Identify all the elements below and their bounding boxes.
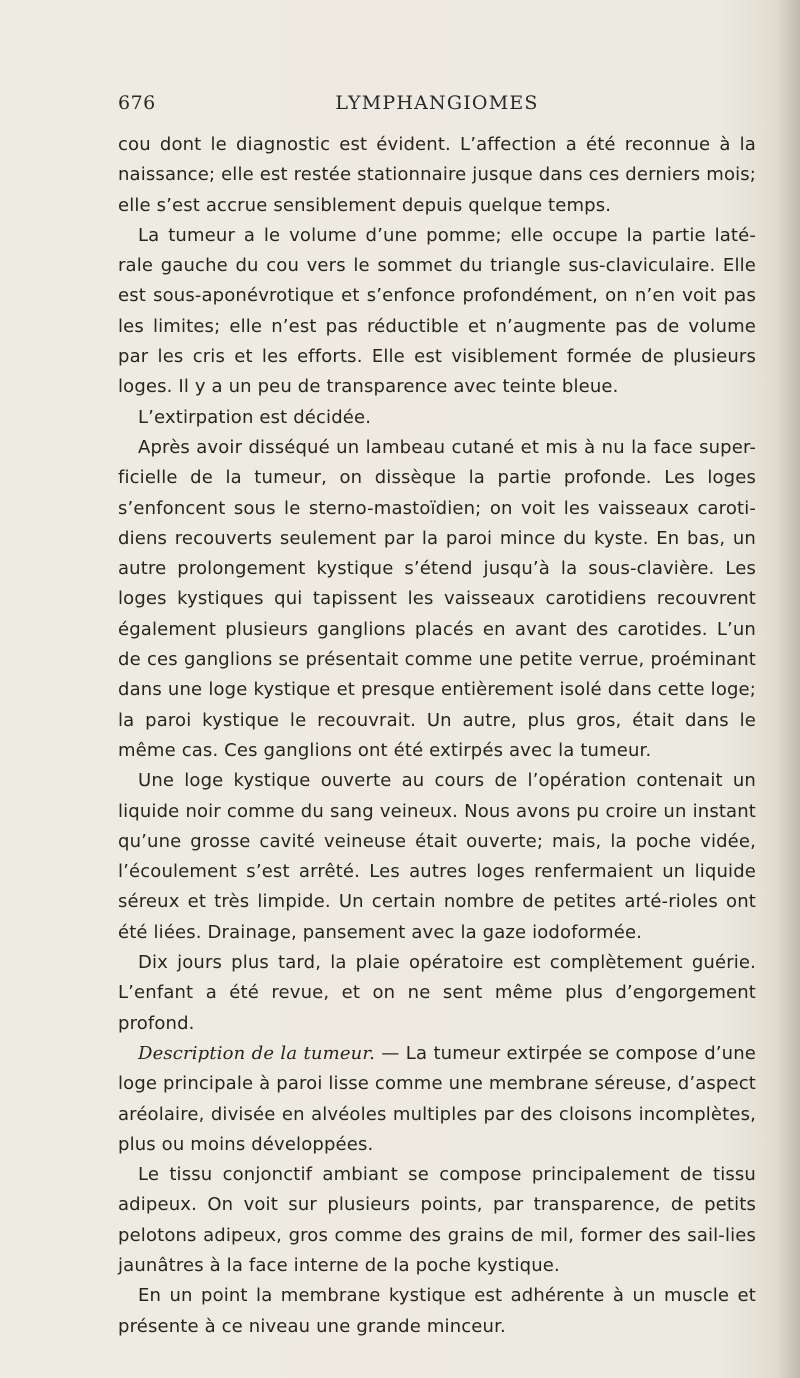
paragraph-1 <box>118 130 756 221</box>
paragraph-4-text: Après avoir disséqué un lambeau cutané et mis à nu la face super-ficielle de la tumeur, on dissèque la partie profonde. Les loges s’enfoncent sous le sterno-mastoïdien; on voit les vaisseaux caroti-diens recouverts seulement par la paroi mince du kyste. En bas, un autre prolongement kystique s’étend jusqu’à la sous-clavière. Les loges kystiques qui tapissent les vaisseaux carotidiens recouvrent également plusieurs ganglions placés en avant des carotides. L’un de ces ganglions se présentait comme une petite verrue, proéminant dans une loge kystique et presque entièrement isolé dans cette loge; la paroi kystique le recouvrait. Un autre, plus gros, était dans le même cas. Ces ganglions ont été extirpés avec la tumeur. <box>118 436 756 761</box>
running-title: LYMPHANGIOMES <box>335 92 539 114</box>
page-edge-shadow <box>778 0 800 1378</box>
paragraph-6-text: Dix jours plus tard, la plaie opératoire est complètement guérie. L’enfant a été revue, et on ne sent même plus d’engorgement profond. <box>118 952 756 1034</box>
page-number: 676 <box>118 92 156 114</box>
paragraph-7 <box>118 1039 756 1160</box>
paragraph-2 <box>118 221 756 403</box>
paragraph-1-text: cou dont le diagnostic est évident. L’affection a été reconnue à la naissance; elle est restée stationnaire jusque dans ces derniers mois; elle s’est accrue sensiblement depuis quelque temps. <box>118 134 756 216</box>
paragraph-5 <box>118 766 756 948</box>
page-header <box>118 92 756 122</box>
body-text <box>118 130 756 1342</box>
paragraph-6 <box>118 948 756 1039</box>
paragraph-8 <box>118 1160 756 1281</box>
paragraph-8-text: Le tissu conjonctif ambiant se compose principalement de tissu adipeux. On voit sur plusieurs points, par transparence, de petits pelotons adipeux, gros comme des grains de mil, former des sail-lies jaunâtres à la face interne de la poche kystique. <box>118 1164 756 1276</box>
paragraph-2-text: La tumeur a le volume d’une pomme; elle occupe la partie laté-rale gauche du cou vers le sommet du triangle sus-claviculaire. Elle est sous-aponévrotique et s’enfonce profondément, on n’en voit pas les limites; elle n’est pas réductible et n’augmente pas de volume par les cris et les efforts. Elle est visiblement formée de plusieurs loges. Il y a un peu de transparence avec teinte bleue. <box>118 224 756 398</box>
paragraph-3 <box>118 403 756 433</box>
paragraph-3-text: L’extirpation est décidée. <box>138 406 372 428</box>
paragraph-7-text: — La tumeur extirpée se compose d’une loge principale à paroi lisse comme une membrane séreuse, d’aspect aréolaire, divisée en alvéoles multiples par des cloisons incomplètes, plus ou moins développées. <box>118 1042 756 1155</box>
section-heading-description: Description de la tumeur. <box>138 1042 376 1064</box>
paragraph-9-text: En un point la membrane kystique est adhérente à un muscle et présente à ce niveau une grande minceur. <box>118 1285 756 1337</box>
paragraph-4 <box>118 433 756 766</box>
paragraph-9 <box>118 1281 756 1342</box>
paragraph-5-text: Une loge kystique ouverte au cours de l’opération contenait un liquide noir comme du sang veineux. Nous avons pu croire un instant qu’une grosse cavité veineuse était ouverte; mais, la poche vidée, l’écoulement s’est arrêté. Les autres loges renfermaient un liquide séreux et très limpide. Un certain nombre de petites arté-rioles ont été liées. Drainage, pansement avec la gaze iodoformée. <box>118 770 756 943</box>
